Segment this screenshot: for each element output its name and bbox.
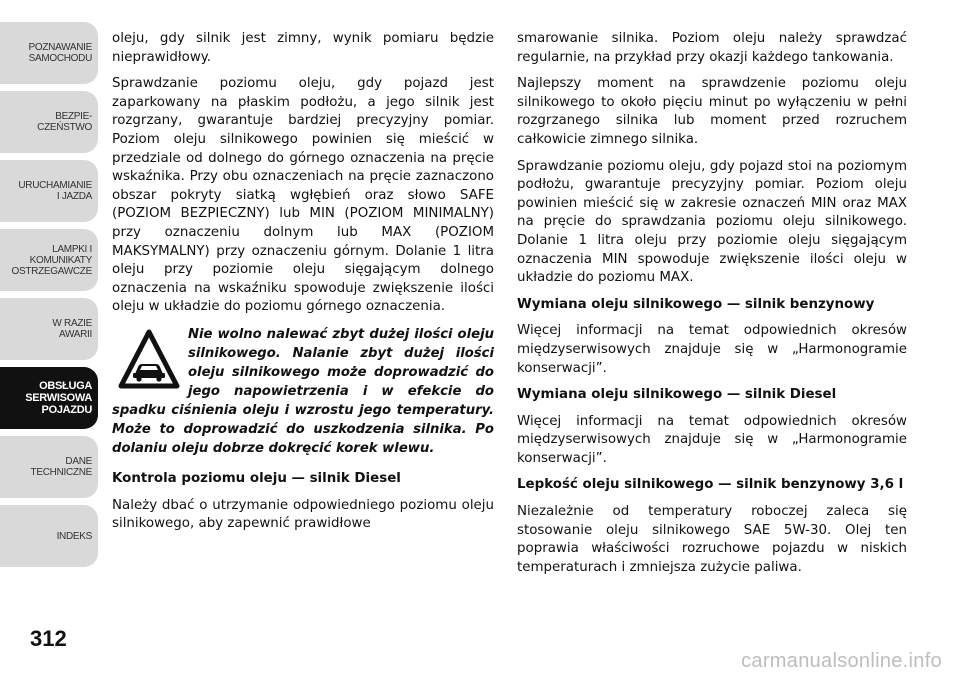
paragraph: Więcej informacji na temat odpowiednich okresów międzyserwisowych znajduje się w „Harmonogramie konserwacji”. <box>517 413 907 466</box>
page-number: 312 <box>30 626 67 651</box>
warning-box <box>112 325 494 458</box>
tab-bezpieczenstwo[interactable] <box>0 91 98 153</box>
tab-label: LAMPKI I KOMUNIKATY OSTRZEGAWCZE <box>11 243 92 277</box>
tab-uruchamianie-i-jazda[interactable] <box>0 160 98 222</box>
paragraph: Niezależnie od temperatury roboczej zaleca się stosowanie oleju silnikowego SAE 5W-30. Olej ten poprawia właściwości rozruchowe pojazdu w niskich temperaturach i zmniejsza zużycie paliwa. <box>517 504 907 575</box>
warning-car-icon <box>118 329 180 391</box>
paragraph: Sprawdzanie poziomu oleju, gdy pojazd jest zaparkowany na płaskim podłożu, a jego silnik jest rozgrzany, gwarantuje bardziej precyzyjny pomiar. Poziom oleju silnikowego powinien się mieścić w przedziale od dolnego do górnego oznaczenia na pręcie wskaźnika. Przy obu oznaczeniach na pręcie zaznaczono obszar pokryty siatką wgłębień oraz słowo SAFE (POZIOM BEZPIECZNY) lub MIN (POZIOM MINIMALNY) przy oznaczeniu dolnym lub MAX (POZIOM MAKSYMALNY) przy oznaczeniu górnym. Dolanie 1 litra oleju przy poziomie oleju sięgającym dolnego oznaczenia na wskaźniku spowoduje zwiększenie ilości oleju w układzie do poziomu górnego oznaczenia. <box>112 76 494 315</box>
tab-dane-techniczne[interactable] <box>0 436 98 498</box>
tab-lampki-komunikaty[interactable] <box>0 229 98 291</box>
paragraph: Sprawdzanie poziomu oleju, gdy pojazd stoi na poziomym podłożu, gwarantuje precyzyjny pomiar. Poziom oleju powinien mieścić się w zakresie oznaczeń MIN oraz MAX na pręcie do sprawdzania poziomu oleju silnikowego. Dolanie 1 litra oleju przy poziomie oleju sięgającym oznaczenia MIN spowoduje zwiększenie ilości oleju w układzie do poziomu MAX. <box>517 158 907 286</box>
section-heading: Wymiana oleju silnikowego — silnik benzynowy <box>517 296 875 312</box>
paragraph: smarowanie silnika. Poziom oleju należy sprawdzać regularnie, na przykład przy okazji każdego tankowania. <box>517 31 907 65</box>
right-column <box>517 30 907 585</box>
paragraph: Najlepszy moment na sprawdzenie poziomu oleju silnikowego to około pięciu minut po wyłączeniu w pełni rozgrzanego silnika lub moment przed rozruchem całkowicie zimnego silnika. <box>517 76 907 147</box>
tab-indeks[interactable] <box>0 505 98 567</box>
tab-poznawanie-samochodu[interactable] <box>0 22 98 84</box>
paragraph: oleju, gdy silnik jest zimny, wynik pomiaru będzie nieprawidłowy. <box>112 31 494 65</box>
tab-label: W RAZIE AWARII <box>52 318 92 340</box>
tab-label: URUCHAMIANIE I JAZDA <box>18 180 92 202</box>
section-heading: Kontrola poziomu oleju — silnik Diesel <box>112 470 401 486</box>
section-heading: Wymiana oleju silnikowego — silnik Diesel <box>517 387 837 403</box>
tab-obsluga-serwisowa[interactable] <box>0 367 98 429</box>
left-column <box>112 30 494 542</box>
tab-w-razie-awarii[interactable] <box>0 298 98 360</box>
watermark: carmanualsonline.info <box>741 650 942 672</box>
tab-label: DANE TECHNICZNE <box>30 456 92 478</box>
tab-label: POZNAWANIE SAMOCHODU <box>28 42 92 64</box>
chapter-tabs <box>0 22 98 574</box>
tab-label: OBSŁUGA SERWISOWA POJAZDU <box>25 380 92 416</box>
tab-label: BEZPIE- CZEŃSTWO <box>37 111 92 133</box>
tab-label: INDEKS <box>56 530 92 542</box>
warning-text: Nie wolno nalewać zbyt dużej ilości oleju silnikowego. Nalanie zbyt dużej ilości oleju silnikowego może doprowadzić do jego napowietrzenia i w efekcie do spadku ciśnienia oleju i wzrostu jego temperatury. Może to doprowadzić do uszkodzenia silnika. Po dolaniu oleju dobrze dokręcić korek wlewu. <box>112 326 494 456</box>
paragraph: Więcej informacji na temat odpowiednich okresów międzyserwisowych znajduje się w „Harmonogramie konserwacji”. <box>517 323 907 376</box>
paragraph: Należy dbać o utrzymanie odpowiedniego poziomu oleju silnikowego, aby zapewnić prawidłowe <box>112 497 494 532</box>
section-heading: Lepkość oleju silnikowego — silnik benzynowy 3,6 l <box>517 477 904 493</box>
